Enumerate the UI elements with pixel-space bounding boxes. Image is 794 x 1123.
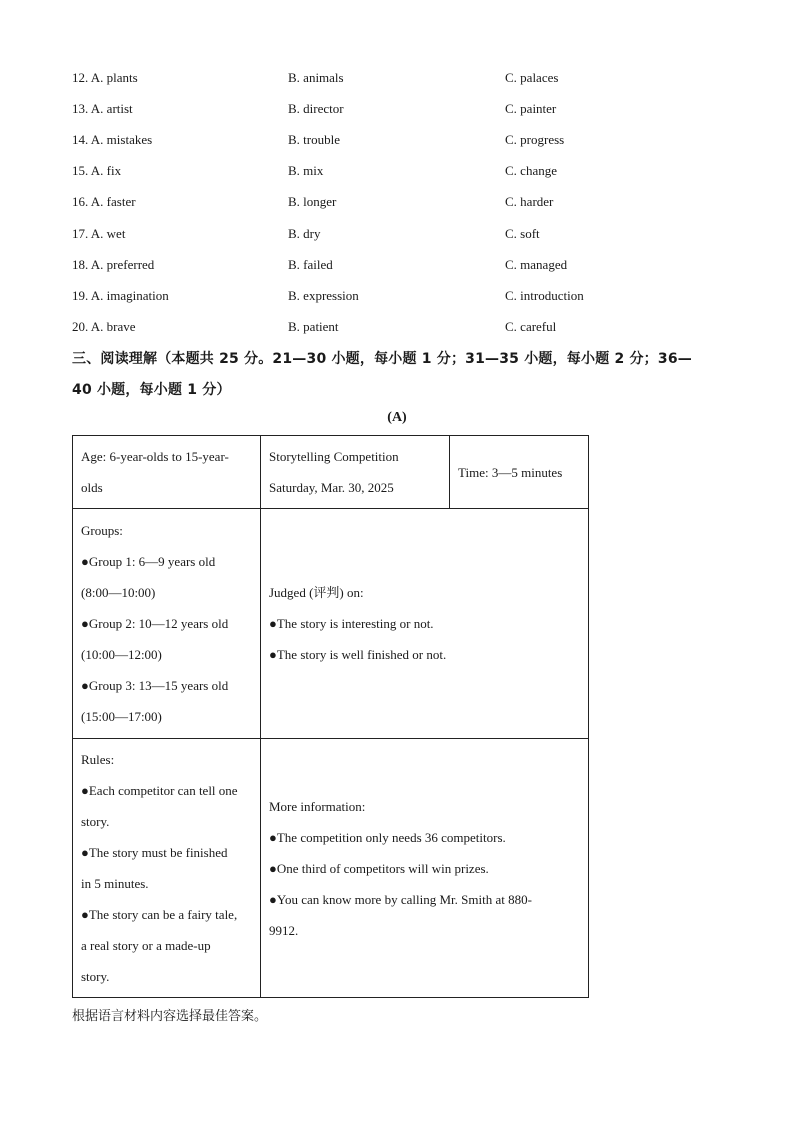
groups-cell [73, 509, 261, 739]
table-row [73, 509, 589, 739]
passage-label: (A) [387, 410, 407, 425]
option-b: B. trouble [288, 131, 340, 147]
table-row [73, 739, 589, 998]
option-c: C. managed [505, 256, 568, 272]
option-row-16 [72, 187, 722, 218]
option-row-18 [72, 249, 722, 280]
cell-line: Judged (评判) on: [269, 585, 364, 600]
option-c: C. palaces [505, 69, 559, 85]
cell-line: ●You can know more by calling Mr. Smith at 880- [269, 891, 532, 907]
option-b: B. director [288, 100, 344, 116]
cell-line: ●One third of competitors will win prizes. [269, 860, 489, 876]
option-a: 14. A. mistakes [72, 131, 153, 147]
section-heading-line: 40 小题，每小题 1 分） [72, 382, 231, 398]
table-row [73, 436, 589, 509]
cell-line: 9912. [269, 922, 299, 938]
cell-line: story. [81, 814, 110, 829]
answer-options-list [72, 62, 722, 343]
option-a: 20. A. brave [72, 319, 136, 335]
rules-cell [73, 739, 261, 998]
cell-line: story. [81, 969, 110, 984]
age-cell [73, 436, 261, 509]
option-b: B. dry [288, 225, 321, 241]
option-row-15 [72, 156, 722, 187]
option-row-17 [72, 218, 722, 249]
cell-line: (8:00—10:00) [81, 585, 156, 600]
section-heading-line: 三、阅读理解（本题共 25 分。21—30 小题，每小题 1 分；31—35 小题，每小题 2 分；36— [72, 351, 692, 367]
cell-line: ●The story must be finished [81, 845, 228, 860]
cell-line: a real story or a made-up [81, 938, 211, 953]
option-row-19 [72, 280, 722, 311]
option-a: 12. A. plants [72, 69, 138, 85]
option-b: B. mix [288, 163, 324, 179]
cell-line: Time: 3—5 minutes [458, 464, 563, 480]
cell-line: ●Group 3: 13—15 years old [81, 678, 229, 693]
cell-line: ●The story is interesting or not. [269, 616, 434, 631]
option-row-14 [72, 124, 722, 155]
time-cell [450, 436, 589, 509]
option-c: C. introduction [505, 287, 584, 303]
cell-line: Age: 6-year-olds to 15-year- [81, 449, 229, 464]
option-b: B. failed [288, 256, 333, 272]
option-c: C. harder [505, 194, 554, 210]
option-c: C. soft [505, 225, 540, 241]
judged-cell [261, 509, 589, 739]
cell-line: ●The competition only needs 36 competitors. [269, 829, 506, 845]
cell-line: ●Group 2: 10—12 years old [81, 616, 229, 631]
option-a: 18. A. preferred [72, 256, 155, 272]
option-b: B. patient [288, 319, 339, 335]
option-b: B. animals [288, 69, 344, 85]
option-a: 13. A. artist [72, 100, 133, 116]
competition-cell [261, 436, 450, 509]
cell-line: ●The story can be a fairy tale, [81, 907, 238, 922]
cell-line: More information: [269, 798, 366, 814]
option-a: 19. A. imagination [72, 287, 169, 303]
cell-line: Rules: [81, 752, 115, 767]
cell-line: ●The story is well finished or not. [269, 647, 447, 662]
cell-line: Saturday, Mar. 30, 2025 [269, 480, 394, 495]
cell-line: ●Each competitor can tell one [81, 783, 238, 798]
option-c: C. change [505, 163, 557, 179]
option-row-20 [72, 312, 722, 343]
cell-line: ●Group 1: 6—9 years old [81, 554, 216, 569]
option-row-13 [72, 93, 722, 124]
cell-line: (10:00—12:00) [81, 647, 162, 662]
option-a: 16. A. faster [72, 194, 136, 210]
option-row-12 [72, 62, 722, 93]
option-c: C. careful [505, 319, 557, 335]
cell-line: Storytelling Competition [269, 449, 399, 464]
option-b: B. expression [288, 287, 359, 303]
cell-line: (15:00—17:00) [81, 709, 162, 724]
option-c: C. progress [505, 131, 565, 147]
competition-info-table [72, 435, 589, 998]
option-b: B. longer [288, 194, 337, 210]
cell-line: Groups: [81, 523, 123, 538]
instruction-note: 根据语言材料内容选择最佳答案。 [72, 1009, 268, 1024]
option-c: C. painter [505, 100, 557, 116]
option-a: 15. A. fix [72, 163, 122, 179]
cell-line: olds [81, 480, 103, 495]
option-a: 17. A. wet [72, 225, 126, 241]
cell-line: in 5 minutes. [81, 876, 149, 891]
more-info-cell [261, 739, 589, 998]
section-heading [72, 344, 722, 406]
